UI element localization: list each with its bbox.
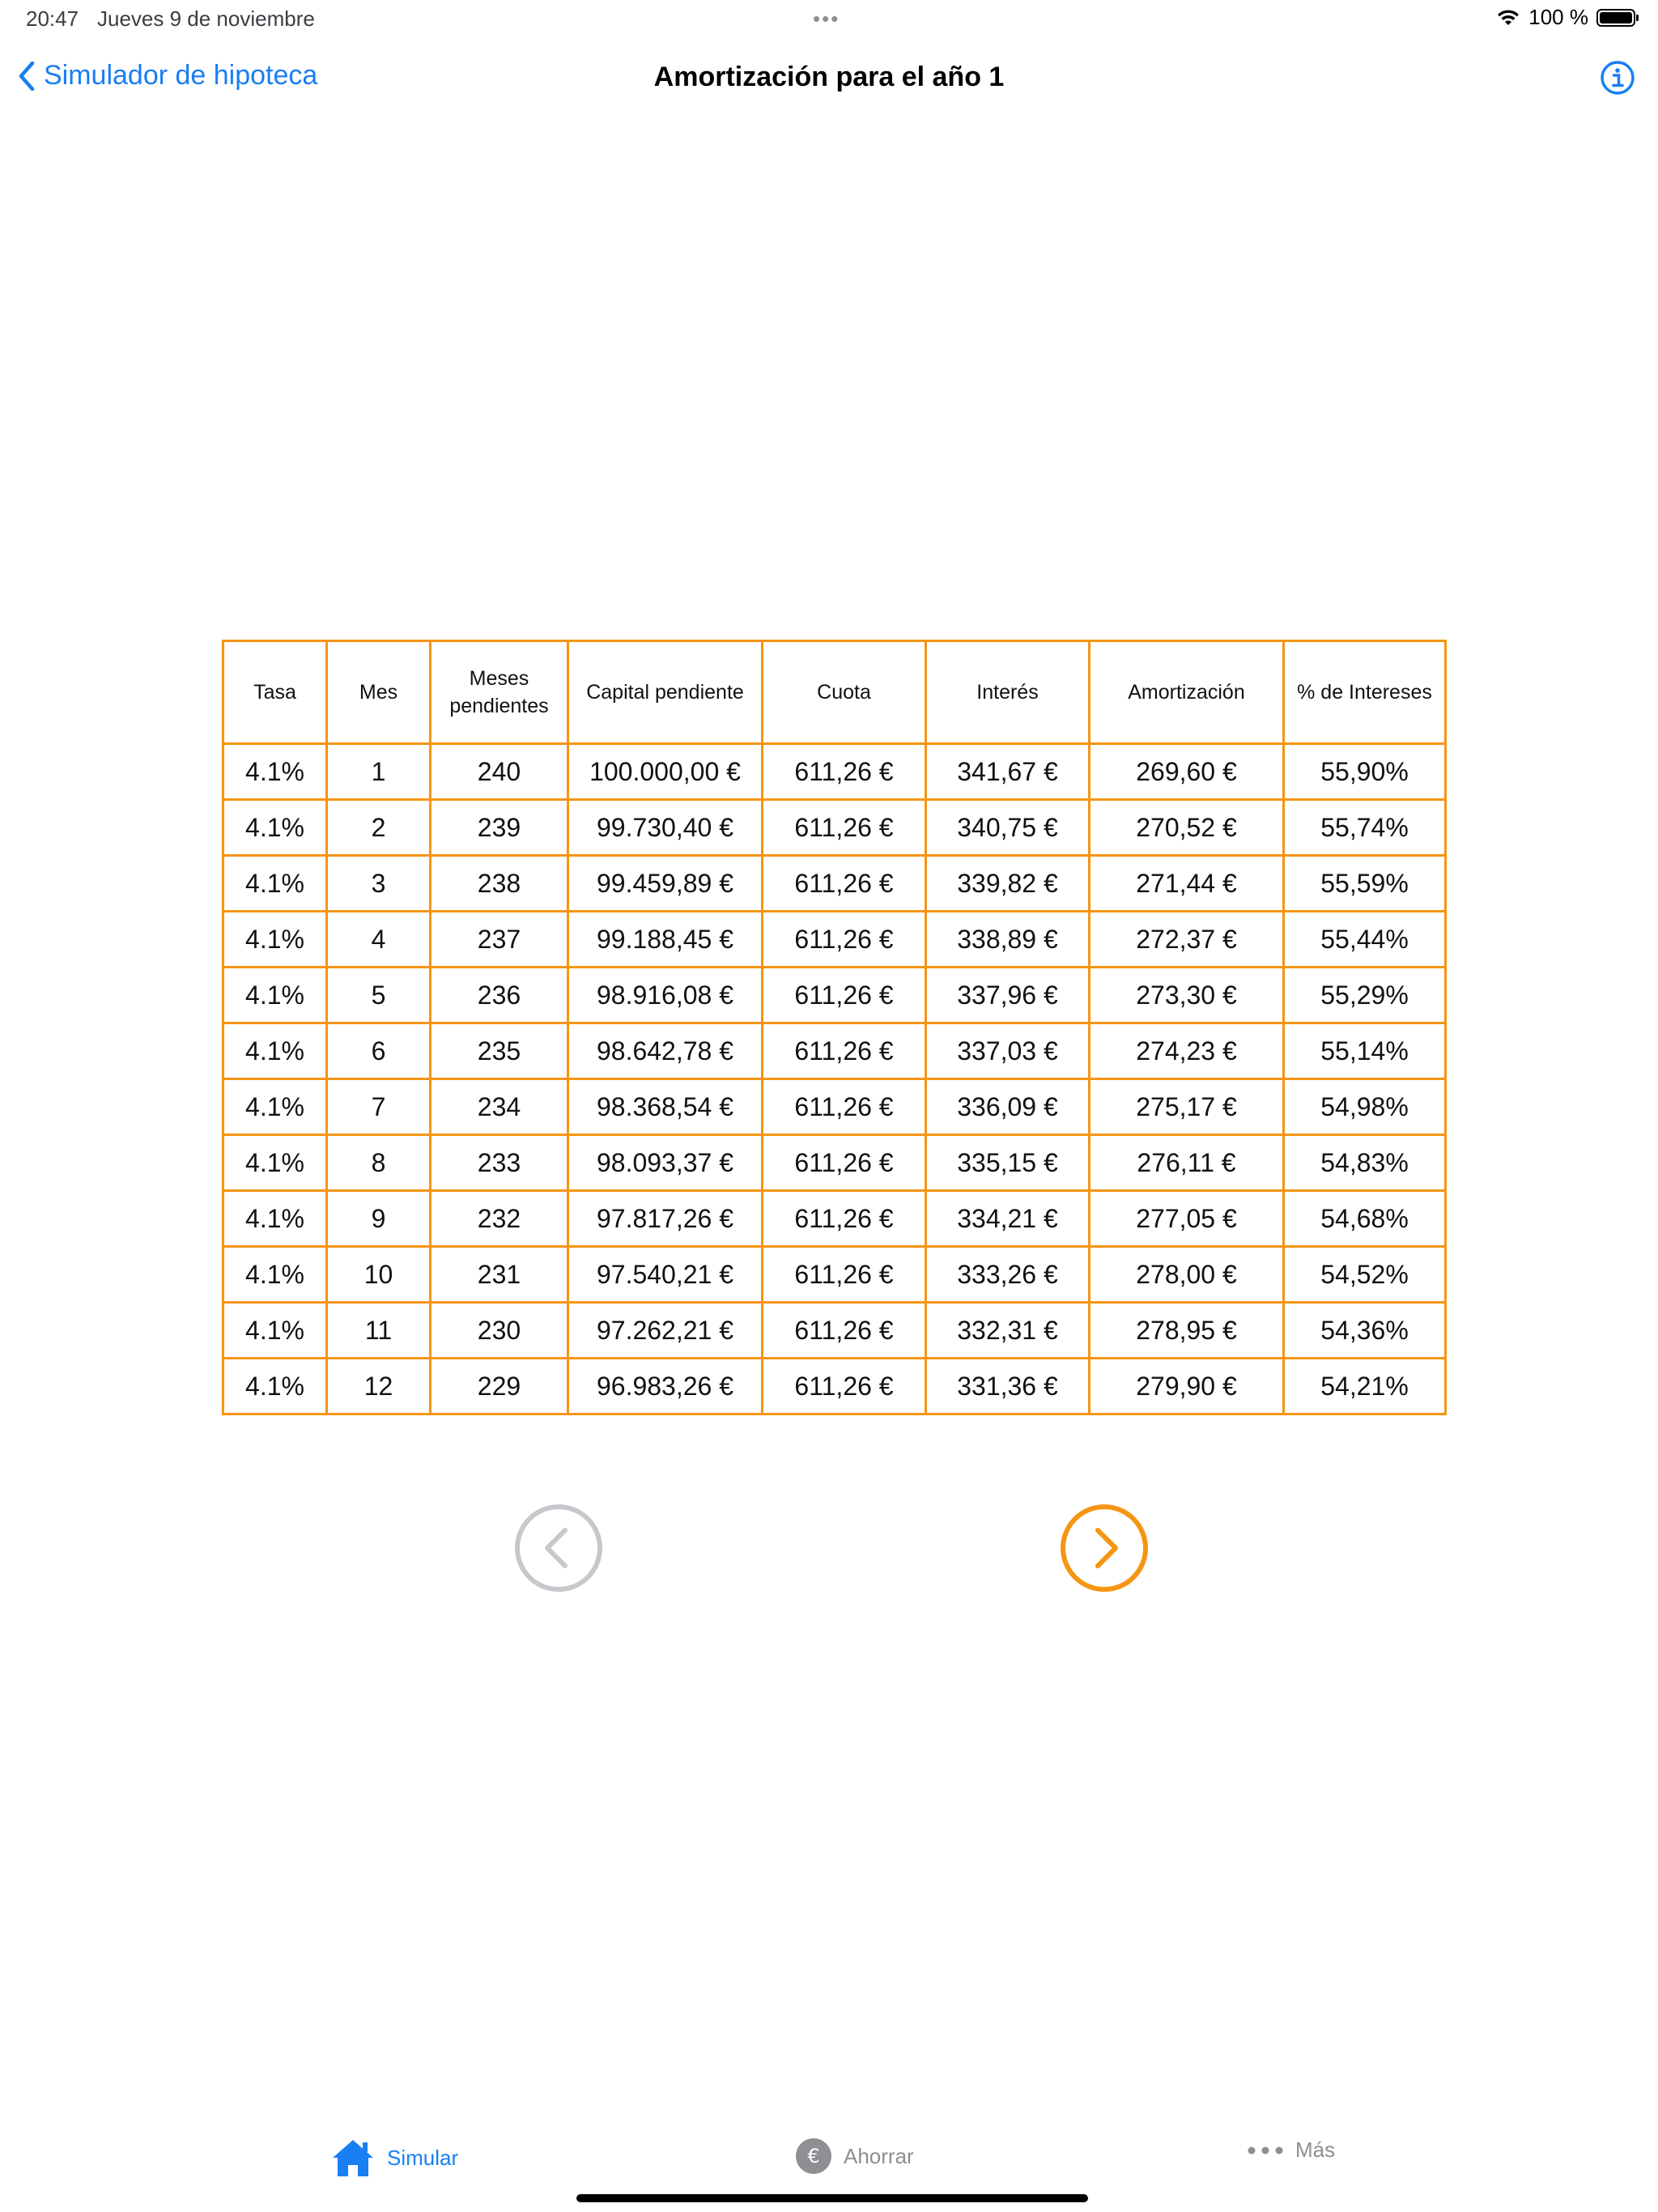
table-cell: 98.368,54 € — [568, 1079, 763, 1135]
battery-icon — [1596, 9, 1635, 27]
table-cell: 271,44 € — [1090, 856, 1284, 912]
table-cell: 99.188,45 € — [568, 912, 763, 968]
table-cell: 4.1% — [223, 1303, 327, 1359]
table-cell: 3 — [327, 856, 431, 912]
table-cell: 331,36 € — [926, 1359, 1090, 1414]
table-cell: 339,82 € — [926, 856, 1090, 912]
table-cell: 233 — [431, 1135, 568, 1191]
table-cell: 54,68% — [1284, 1191, 1446, 1247]
table-cell: 98.916,08 € — [568, 968, 763, 1023]
table-cell: 7 — [327, 1079, 431, 1135]
column-header: Amortización — [1090, 641, 1284, 744]
table-cell: 55,59% — [1284, 856, 1446, 912]
status-indicators — [1496, 5, 1635, 30]
table-cell: 4.1% — [223, 800, 327, 856]
tab-simular-label: Simular — [387, 2145, 459, 2170]
table-cell: 98.642,78 € — [568, 1023, 763, 1079]
info-icon[interactable] — [1600, 60, 1635, 96]
back-button-label: Simulador de hipoteca — [44, 60, 318, 91]
table-row — [223, 968, 1446, 1023]
table-cell: 1 — [327, 744, 431, 800]
column-header: Meses pendientes — [431, 641, 568, 744]
table-cell: 337,96 € — [926, 968, 1090, 1023]
table-cell: 8 — [327, 1135, 431, 1191]
table-cell: 54,36% — [1284, 1303, 1446, 1359]
column-header: Mes — [327, 641, 431, 744]
table-cell: 611,26 € — [763, 1023, 926, 1079]
table-cell: 4.1% — [223, 1191, 327, 1247]
table-row — [223, 1135, 1446, 1191]
table-cell: 611,26 € — [763, 1079, 926, 1135]
table-cell: 611,26 € — [763, 1247, 926, 1303]
table-cell: 275,17 € — [1090, 1079, 1284, 1135]
tab-mas[interactable] — [1247, 2138, 1335, 2163]
table-cell: 4.1% — [223, 1359, 327, 1414]
more-dots-icon — [1247, 2146, 1284, 2155]
table-cell: 4.1% — [223, 1079, 327, 1135]
column-header: % de Intereses — [1284, 641, 1446, 744]
table-header-row — [223, 641, 1446, 744]
table-row — [223, 856, 1446, 912]
table-cell: 10 — [327, 1247, 431, 1303]
chevron-right-icon — [1098, 1530, 1116, 1566]
table-cell: 96.983,26 € — [568, 1359, 763, 1414]
table-cell: 55,14% — [1284, 1023, 1446, 1079]
table-cell: 341,67 € — [926, 744, 1090, 800]
table-cell: 334,21 € — [926, 1191, 1090, 1247]
column-header: Tasa — [223, 641, 327, 744]
status-time: 20:47 — [26, 6, 79, 31]
table-cell: 99.459,89 € — [568, 856, 763, 912]
battery-percentage: 100 % — [1528, 5, 1588, 29]
table-cell: 276,11 € — [1090, 1135, 1284, 1191]
table-cell: 270,52 € — [1090, 800, 1284, 856]
table-cell: 237 — [431, 912, 568, 968]
table-cell: 54,98% — [1284, 1079, 1446, 1135]
table-cell: 332,31 € — [926, 1303, 1090, 1359]
table-cell: 273,30 € — [1090, 968, 1284, 1023]
table-cell: 12 — [327, 1359, 431, 1414]
table-cell: 611,26 € — [763, 968, 926, 1023]
tab-simular[interactable] — [330, 2138, 458, 2178]
table-row — [223, 1191, 1446, 1247]
table-cell: 11 — [327, 1303, 431, 1359]
table-cell: 97.262,21 € — [568, 1303, 763, 1359]
wifi-icon — [1496, 9, 1520, 27]
table-cell: 97.540,21 € — [568, 1247, 763, 1303]
table-cell: 611,26 € — [763, 1359, 926, 1414]
table-cell: 99.730,40 € — [568, 800, 763, 856]
table-row — [223, 1303, 1446, 1359]
tab-mas-label: Más — [1295, 2138, 1336, 2162]
table-cell: 4.1% — [223, 744, 327, 800]
table-cell: 231 — [431, 1247, 568, 1303]
table-row — [223, 744, 1446, 800]
home-indicator[interactable] — [576, 2194, 1088, 2202]
table-cell: 240 — [431, 744, 568, 800]
table-cell: 234 — [431, 1079, 568, 1135]
table-cell: 4.1% — [223, 1135, 327, 1191]
amortization-table — [222, 640, 1447, 1415]
table-cell: 611,26 € — [763, 912, 926, 968]
table-cell: 5 — [327, 968, 431, 1023]
table-row — [223, 1247, 1446, 1303]
table-cell: 277,05 € — [1090, 1191, 1284, 1247]
table-cell: 338,89 € — [926, 912, 1090, 968]
table-cell: 55,74% — [1284, 800, 1446, 856]
table-cell: 611,26 € — [763, 856, 926, 912]
chevron-left-icon — [547, 1530, 565, 1566]
table-cell: 55,29% — [1284, 968, 1446, 1023]
tab-ahorrar-label: Ahorrar — [844, 2143, 914, 2168]
table-cell: 340,75 € — [926, 800, 1090, 856]
table-cell: 269,60 € — [1090, 744, 1284, 800]
table-row — [223, 800, 1446, 856]
table-cell: 335,15 € — [926, 1135, 1090, 1191]
table-cell: 239 — [431, 800, 568, 856]
table-cell: 337,03 € — [926, 1023, 1090, 1079]
table-cell: 55,90% — [1284, 744, 1446, 800]
next-year-button[interactable] — [1059, 1503, 1150, 1593]
table-cell: 279,90 € — [1090, 1359, 1284, 1414]
table-cell: 278,00 € — [1090, 1247, 1284, 1303]
table-cell: 611,26 € — [763, 1303, 926, 1359]
table-cell: 238 — [431, 856, 568, 912]
table-row — [223, 1023, 1446, 1079]
table-cell: 97.817,26 € — [568, 1191, 763, 1247]
column-header: Interés — [926, 641, 1090, 744]
amortization-table-container — [222, 640, 1444, 1415]
table-cell: 611,26 € — [763, 800, 926, 856]
table-cell: 611,26 € — [763, 744, 926, 800]
tab-bar — [0, 2121, 1658, 2202]
house-icon — [330, 2138, 376, 2178]
table-cell: 4 — [327, 912, 431, 968]
table-cell: 54,83% — [1284, 1135, 1446, 1191]
table-cell: 230 — [431, 1303, 568, 1359]
table-row — [223, 1079, 1446, 1135]
table-cell: 229 — [431, 1359, 568, 1414]
table-cell: 9 — [327, 1191, 431, 1247]
table-cell: 236 — [431, 968, 568, 1023]
table-cell: 55,44% — [1284, 912, 1446, 968]
status-bar — [0, 0, 1658, 39]
table-cell: 235 — [431, 1023, 568, 1079]
table-cell: 54,52% — [1284, 1247, 1446, 1303]
status-date: Jueves 9 de noviembre — [97, 6, 315, 31]
table-row — [223, 1359, 1446, 1414]
table-cell: 54,21% — [1284, 1359, 1446, 1414]
page-title: Amortización para el año 1 — [653, 62, 1005, 92]
table-cell: 336,09 € — [926, 1079, 1090, 1135]
svg-text:€: € — [807, 2145, 820, 2167]
table-cell: 2 — [327, 800, 431, 856]
tab-ahorrar[interactable] — [795, 2138, 914, 2175]
table-cell: 274,23 € — [1090, 1023, 1284, 1079]
table-cell: 611,26 € — [763, 1135, 926, 1191]
table-cell: 6 — [327, 1023, 431, 1079]
table-cell: 272,37 € — [1090, 912, 1284, 968]
table-row — [223, 912, 1446, 968]
table-cell: 232 — [431, 1191, 568, 1247]
multitasking-dots[interactable]: ••• — [813, 6, 840, 31]
table-cell: 4.1% — [223, 968, 327, 1023]
table-cell: 611,26 € — [763, 1191, 926, 1247]
table-cell: 4.1% — [223, 912, 327, 968]
table-cell: 4.1% — [223, 1023, 327, 1079]
column-header: Cuota — [763, 641, 926, 744]
table-cell: 4.1% — [223, 1247, 327, 1303]
table-cell: 4.1% — [223, 856, 327, 912]
euro-circle-icon — [795, 2138, 832, 2175]
table-cell: 278,95 € — [1090, 1303, 1284, 1359]
table-cell: 100.000,00 € — [568, 744, 763, 800]
table-cell: 98.093,37 € — [568, 1135, 763, 1191]
table-body — [223, 744, 1446, 1414]
column-header: Capital pendiente — [568, 641, 763, 744]
previous-year-button[interactable] — [513, 1503, 604, 1593]
table-cell: 333,26 € — [926, 1247, 1090, 1303]
